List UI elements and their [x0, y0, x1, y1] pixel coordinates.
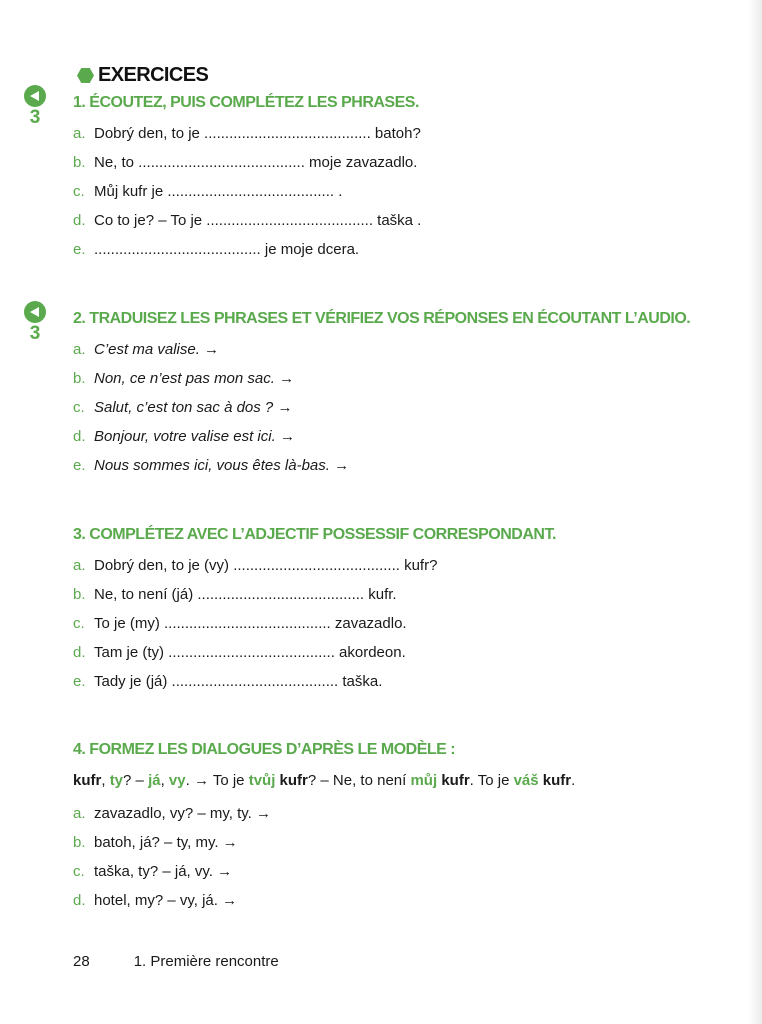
item-text: Bonjour, votre valise est ici.	[94, 428, 276, 445]
arrow-icon: →	[204, 341, 220, 358]
model-text: . To je	[469, 772, 514, 789]
audio-track-number: 3	[29, 107, 41, 128]
model-highlight: můj	[410, 772, 438, 789]
list-item	[73, 806, 742, 835]
page-footer	[73, 953, 279, 970]
list-item	[73, 587, 742, 616]
item-text: hotel, my? – vy, já. →	[94, 892, 238, 909]
item-letter: c.	[73, 399, 85, 416]
model-word: kufr	[73, 772, 102, 789]
item-text: Nous sommes ici, vous êtes là-bas.	[94, 457, 330, 474]
item-text: batoh, já? – ty, my. →	[94, 834, 238, 851]
list-item	[73, 674, 742, 703]
list-item	[73, 342, 742, 371]
item-letter: b.	[73, 834, 86, 851]
item-letter: e.	[73, 457, 86, 474]
list-item	[73, 400, 742, 429]
model-text: ,	[160, 772, 169, 789]
exercise-2	[29, 309, 742, 487]
exercises-heading	[77, 64, 208, 87]
exercise-2-title: 2. TRADUISEZ LES PHRASES ET VÉRIFIEZ VOS RÉPONSES EN ÉCOUTANT L’AUDIO.	[73, 310, 691, 327]
item-text: ........................................ je moje dcera.	[94, 241, 360, 258]
list-item	[73, 155, 742, 184]
item-letter: e.	[73, 673, 86, 690]
item-text: Tam je (ty) ........................................ akordeon.	[94, 644, 406, 661]
item-letter: b.	[73, 370, 86, 387]
list-item	[73, 864, 742, 893]
list-item	[73, 458, 742, 487]
item-letter: b.	[73, 154, 86, 171]
arrow-icon: →	[279, 428, 295, 445]
model-highlight: vy	[168, 772, 186, 789]
list-item	[73, 558, 742, 587]
item-letter: c.	[73, 863, 85, 880]
model-highlight: váš	[513, 772, 539, 789]
item-text: Salut, c’est ton sac à dos ?	[94, 399, 274, 416]
item-text: Můj kufr je ........................................ .	[94, 183, 343, 200]
list-item	[73, 429, 742, 458]
list-item	[73, 893, 742, 922]
item-letter: a.	[73, 805, 86, 822]
item-letter: a.	[73, 341, 86, 358]
model-text: ? – Ne, to není	[307, 772, 411, 789]
item-letter: d.	[73, 644, 86, 661]
arrow-icon: →	[279, 370, 295, 387]
exercise-1-title: 1. ÉCOUTEZ, PUIS COMPLÉTEZ LES PHRASES.	[73, 94, 419, 111]
item-letter: e.	[73, 241, 86, 258]
audio-play-icon[interactable]	[24, 301, 46, 323]
audio-play-icon[interactable]	[24, 85, 46, 107]
list-item	[73, 213, 742, 242]
item-letter: a.	[73, 125, 86, 142]
item-text: taška, ty? – já, vy. →	[94, 863, 233, 880]
model-highlight: já	[148, 772, 161, 789]
item-letter: d.	[73, 892, 86, 909]
arrow-icon: →	[277, 399, 293, 416]
item-text: Ne, to není (já) ........................................ kufr.	[94, 586, 397, 603]
item-letter: c.	[73, 615, 85, 632]
item-letter: b.	[73, 586, 86, 603]
page-edge-shadow	[748, 0, 762, 1024]
model-text: ? –	[123, 772, 149, 789]
audio-track-1[interactable]	[22, 85, 48, 128]
model-text: ,	[101, 772, 110, 789]
item-text: zavazadlo, vy? – my, ty. →	[94, 805, 272, 822]
exercise-3	[73, 525, 742, 703]
list-item	[73, 645, 742, 674]
item-text: Tady je (já) ........................................ taška.	[94, 673, 383, 690]
model-highlight: tvůj	[248, 772, 276, 789]
item-letter: d.	[73, 428, 86, 445]
list-item	[73, 184, 742, 213]
list-item	[73, 126, 742, 155]
model-text: . → To je	[185, 772, 249, 789]
item-letter: d.	[73, 212, 86, 229]
list-item	[73, 371, 742, 400]
model-highlight: ty	[109, 772, 124, 789]
model-word: kufr	[441, 772, 470, 789]
audio-track-2[interactable]	[22, 301, 48, 344]
audio-track-number: 3	[29, 323, 41, 344]
model-word: kufr	[542, 772, 572, 789]
item-text: C’est ma valise.	[94, 341, 200, 358]
item-text: To je (my) ........................................ zavazadlo.	[94, 615, 407, 632]
exercise-3-title: 3. COMPLÉTEZ AVEC L’ADJECTIF POSSESSIF CORRESPONDANT.	[73, 526, 556, 543]
item-text: Co to je? – To je ........................................ taška .	[94, 212, 422, 229]
exercise-1	[29, 93, 742, 271]
item-text: Dobrý den, to je (vy) ........................................ kufr?	[94, 557, 438, 574]
heading-text: EXERCICES	[98, 64, 209, 86]
list-item	[73, 835, 742, 864]
chapter-title: 1. Première rencontre	[133, 953, 279, 970]
list-item	[73, 242, 742, 271]
item-text: Non, ce n’est pas mon sac.	[94, 370, 275, 387]
exercise-4-title: 4. FORMEZ LES DIALOGUES D’APRÈS LE MODÈLE :	[73, 741, 456, 758]
hexagon-icon	[77, 68, 94, 83]
model-sentence	[73, 773, 742, 806]
item-text: Dobrý den, to je ........................................ batoh?	[94, 125, 421, 142]
list-item	[73, 616, 742, 645]
arrow-icon: →	[334, 457, 350, 474]
item-letter: c.	[73, 183, 85, 200]
page-number: 28	[73, 953, 90, 970]
item-text: Ne, to ........................................ moje zavazadlo.	[94, 154, 418, 171]
model-word: kufr	[279, 772, 308, 789]
exercise-4	[73, 740, 742, 922]
model-text: .	[571, 772, 576, 789]
item-letter: a.	[73, 557, 86, 574]
